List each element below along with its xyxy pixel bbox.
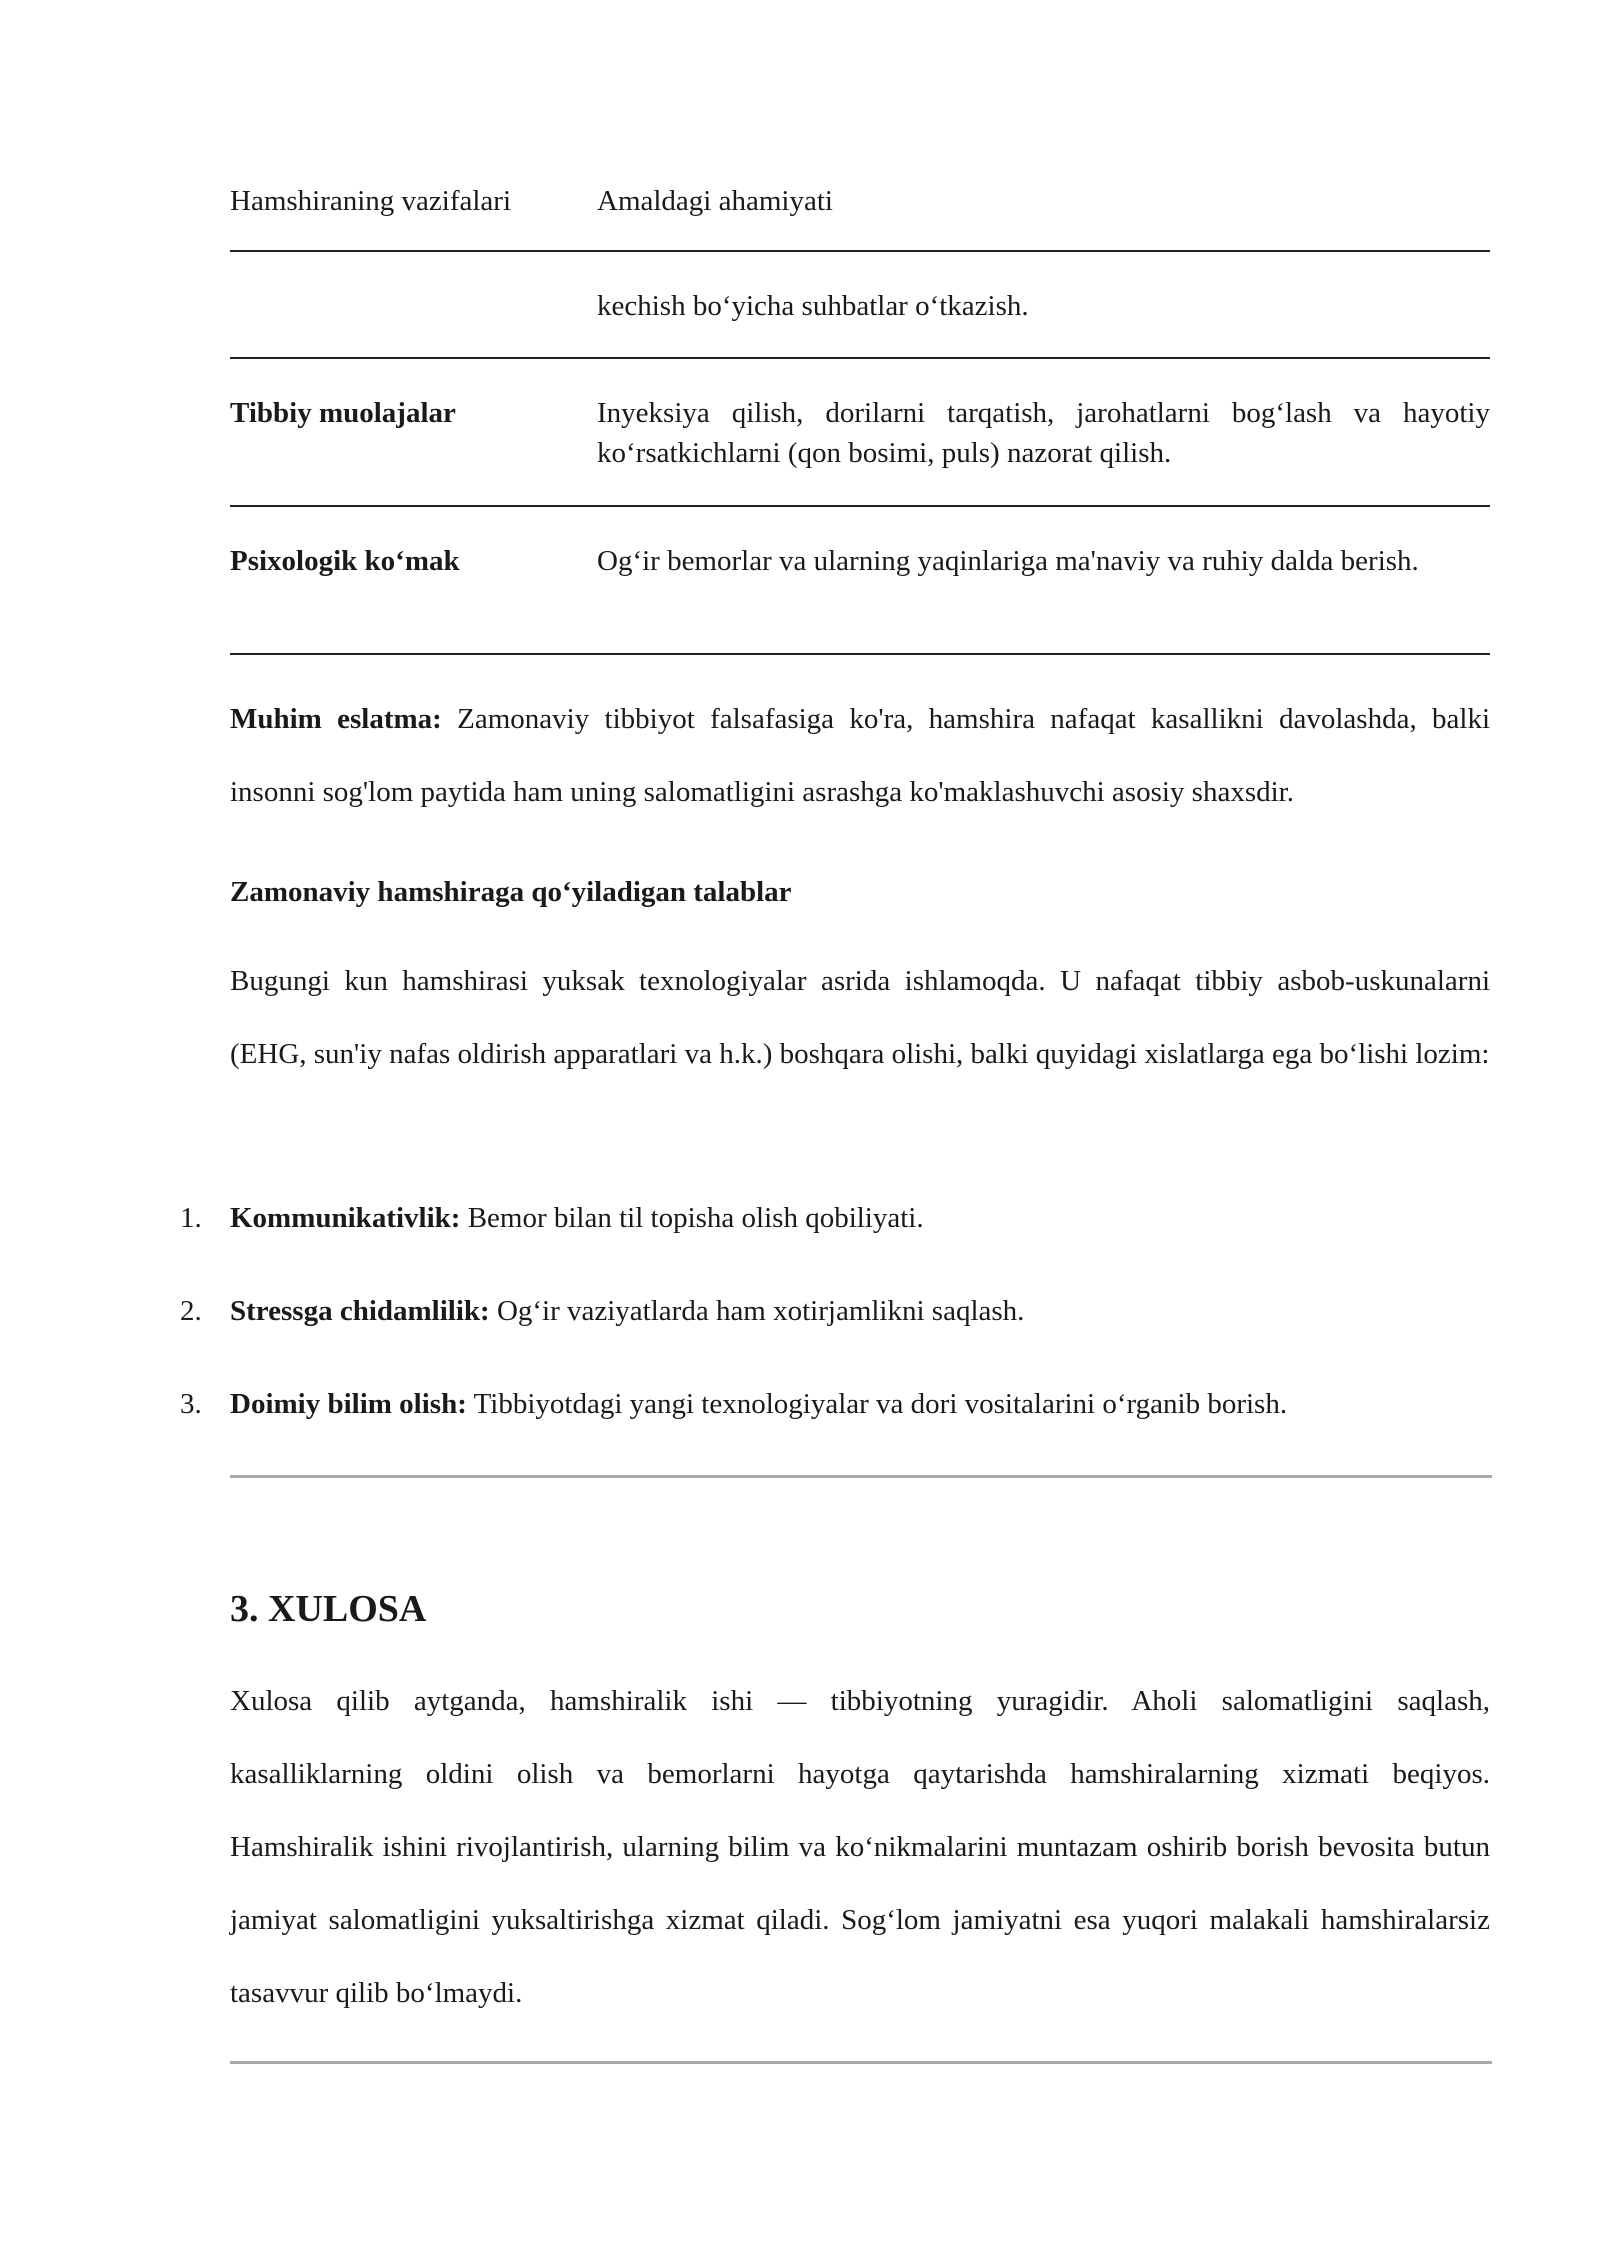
table-cell-duty: Psixologik ko‘mak — [230, 545, 460, 577]
list-item — [180, 1291, 1490, 1331]
table-header-duty: Hamshiraning vazifalari — [230, 185, 512, 217]
list-item — [180, 1384, 1490, 1424]
table-cell-meaning: kechish bo‘yicha suhbatlar o‘tkazish. — [597, 290, 1029, 322]
requirements-intro: Bugungi kun hamshirasi yuksak texnologiyalar asrida ishlamoqda. U nafaqat tibbiy asbob-uskunalarni (EHG, sun'iy nafas oldirish apparatlari va h.k.) boshqara olishi, balki quyidagi xislatlarga ega bo‘lishi lozim: — [230, 965, 1490, 1070]
list-item-text: Bemor bilan til topisha olish qobiliyati. — [460, 1202, 924, 1234]
conclusion-paragraph: Xulosa qilib aytganda, hamshiralik ishi — tibbiyotning yuragidir. Aholi salomatligini saqlash, kasalliklarning oldini olish va bemorlarni hayotga qaytarishda hamshiralarning xizmati beqiyos. Hamshiralik ishini rivojlantirish, ularning bilim va ko‘nikmalarini muntazam oshirib borish bevosita butun jamiyat salomatligini yuksaltirishga xizmat qiladi. Sog‘lom jamiyatni esa yuqori malakali hamshiralarsiz tasavvur qilib bo‘lmaydi. — [230, 1685, 1490, 2009]
list-item-number: 3. — [180, 1388, 202, 1420]
table-cell-meaning: Inyeksiya qilish, dorilarni tarqatish, jarohatlarni bog‘lash va hayotiy ko‘rsatkichlarni (qon bosimi, puls) nazorat qilish. — [597, 397, 1490, 469]
list-item-number: 1. — [180, 1202, 202, 1234]
section-divider — [230, 2061, 1492, 2064]
table-row — [230, 359, 1490, 507]
note-label: Muhim eslatma: — [230, 703, 442, 735]
list-item-number: 2. — [180, 1295, 202, 1327]
requirements-heading: Zamonaviy hamshiraga qo‘yiladigan talablar — [230, 876, 792, 908]
table-cell-duty: Tibbiy muolajalar — [230, 397, 456, 429]
conclusion-heading: 3. XULOSA — [230, 1588, 427, 1630]
table-row — [230, 507, 1490, 655]
section-divider — [230, 1475, 1492, 1478]
list-item-label: Stressga chidamlilik: — [230, 1295, 490, 1327]
table-cell-meaning: Og‘ir bemorlar va ularning yaqinlariga ma'naviy va ruhiy dalda berish. — [597, 545, 1419, 577]
list-item-text: Og‘ir vaziyatlarda ham xotirjamlikni saqlash. — [489, 1295, 1025, 1327]
list-item-text: Tibbiyotdagi yangi texnologiyalar va dori vositalarini o‘rganib borish. — [466, 1388, 1288, 1420]
note-paragraph — [230, 683, 1490, 829]
list-item-label: Kommunikativlik: — [230, 1202, 461, 1234]
table-header-meaning: Amaldagi ahamiyati — [597, 185, 833, 217]
list-item-label: Doimiy bilim olish: — [230, 1388, 467, 1420]
note-text: Zamonaviy tibbiyot falsafasiga ko'ra, hamshira nafaqat kasallikni davolashda, balki insonni sog'lom paytida ham uning salomatligini asrashga ko'maklashuvchi asosiy shaxsdir. — [230, 703, 1490, 808]
table-header-row — [230, 176, 1490, 252]
list-item — [180, 1198, 1490, 1238]
duties-table — [230, 184, 1490, 655]
table-cell-duty — [230, 286, 597, 357]
table-row — [230, 252, 1490, 359]
